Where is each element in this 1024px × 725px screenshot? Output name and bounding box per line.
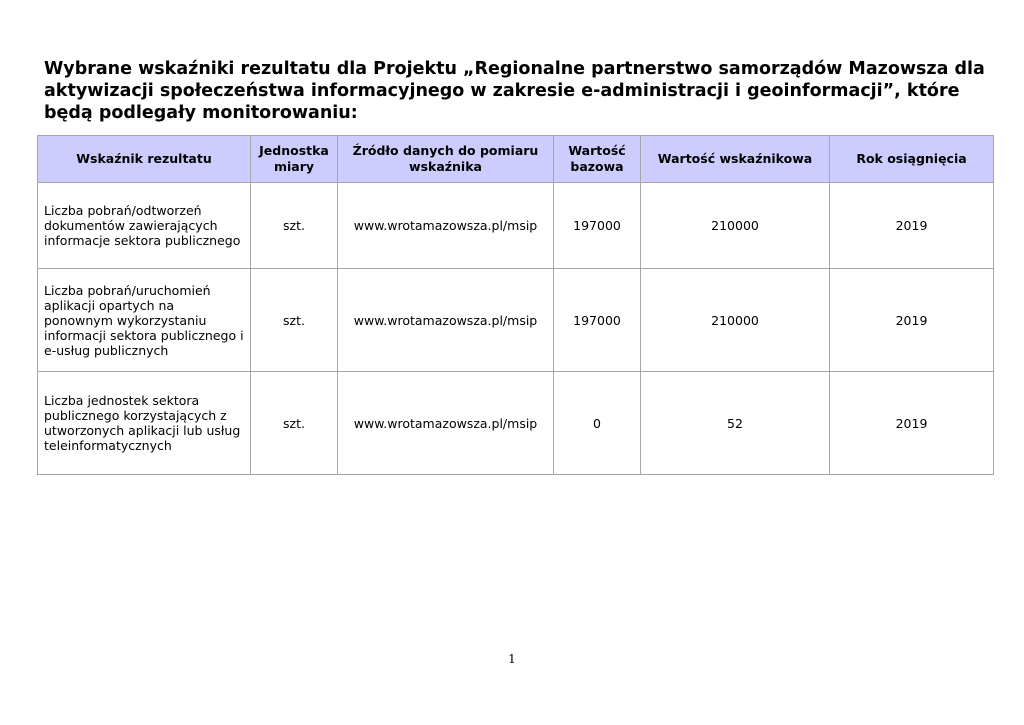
cell-indicator: Liczba jednostek sektora publicznego korzystających z utworzonych aplikacji lub usług teleinformatycznych bbox=[38, 372, 251, 475]
indicators-table bbox=[37, 135, 994, 475]
header-target-value: Wartość wskaźnikowa bbox=[641, 136, 830, 183]
page-title: Wybrane wskaźniki rezultatu dla Projektu „Regionalne partnerstwo samorządów Mazowsza dla aktywizacji społeczeństwa informacyjnego w zakresie e-administracji i geoinformacji”, które będą podlegały monitorowaniu: bbox=[44, 59, 985, 123]
header-unit: Jednostka miary bbox=[251, 136, 338, 183]
cell-target-value: 210000 bbox=[641, 269, 830, 372]
cell-target-value: 210000 bbox=[641, 183, 830, 269]
table-row bbox=[38, 269, 994, 372]
header-data-source: Źródło danych do pomiaru wskaźnika bbox=[338, 136, 554, 183]
cell-unit: szt. bbox=[251, 183, 338, 269]
table-row bbox=[38, 372, 994, 475]
cell-data-source: www.wrotamazowsza.pl/msip bbox=[338, 183, 554, 269]
cell-unit: szt. bbox=[251, 372, 338, 475]
cell-base-value: 0 bbox=[554, 372, 641, 475]
cell-unit: szt. bbox=[251, 269, 338, 372]
cell-data-source: www.wrotamazowsza.pl/msip bbox=[338, 372, 554, 475]
cell-indicator: Liczba pobrań/uruchomień aplikacji opartych na ponownym wykorzystaniu informacji sektora publicznego i e-usług publicznych bbox=[38, 269, 251, 372]
cell-target-year: 2019 bbox=[830, 372, 994, 475]
cell-target-value: 52 bbox=[641, 372, 830, 475]
header-target-year: Rok osiągnięcia bbox=[830, 136, 994, 183]
cell-base-value: 197000 bbox=[554, 183, 641, 269]
table-row bbox=[38, 183, 994, 269]
page-number: 1 bbox=[508, 652, 516, 666]
header-base-value: Wartość bazowa bbox=[554, 136, 641, 183]
cell-base-value: 197000 bbox=[554, 269, 641, 372]
cell-data-source: www.wrotamazowsza.pl/msip bbox=[338, 269, 554, 372]
header-indicator: Wskaźnik rezultatu bbox=[38, 136, 251, 183]
cell-indicator: Liczba pobrań/odtworzeń dokumentów zawierających informacje sektora publicznego bbox=[38, 183, 251, 269]
table-header-row bbox=[38, 136, 994, 183]
cell-target-year: 2019 bbox=[830, 183, 994, 269]
cell-target-year: 2019 bbox=[830, 269, 994, 372]
